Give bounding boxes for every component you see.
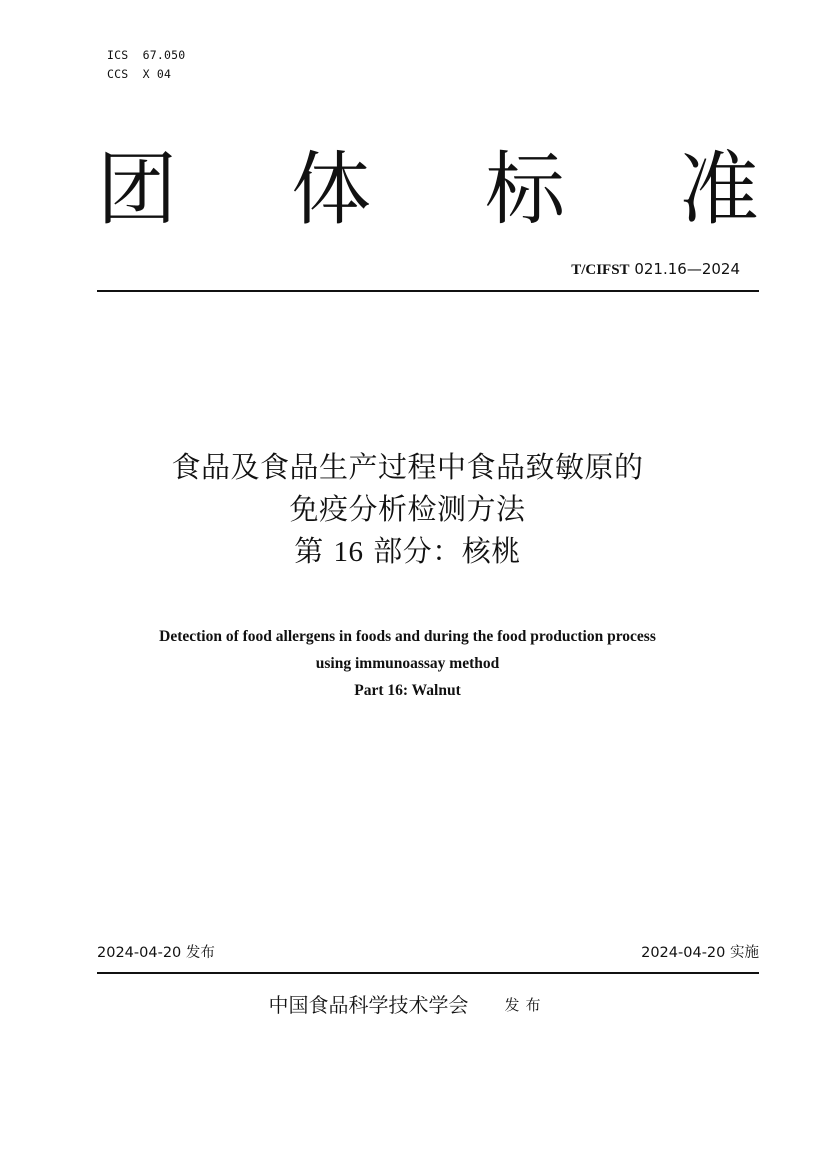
document-type-heading — [97, 140, 759, 240]
dates-row — [97, 943, 759, 963]
chinese-title-line-2: 免疫分析检测方法 — [289, 492, 526, 526]
chinese-title-line-3 — [0, 530, 815, 573]
bottom-divider — [97, 972, 759, 974]
implementation-date: 2024-04-20 实施 — [641, 945, 759, 961]
doc-type-char-3: 标 — [485, 143, 565, 236]
doc-type-char-2: 体 — [291, 143, 371, 236]
chinese-title-part-number: 16 — [333, 536, 364, 568]
ccs-code: CCS X 04 — [107, 67, 172, 81]
top-divider — [97, 290, 759, 292]
chinese-title-part-suffix: 部分：核桃 — [363, 534, 521, 568]
english-title-line-3: Part 16: Walnut — [354, 682, 461, 699]
chinese-title — [0, 446, 815, 573]
chinese-title-part-prefix: 第 — [294, 534, 334, 568]
issuer-line — [0, 990, 815, 1020]
classification-codes — [107, 46, 185, 84]
english-title-line-2: using immunoassay method — [315, 655, 500, 672]
doc-type-char-4: 准 — [679, 143, 759, 236]
issue-date: 2024-04-20 发布 — [97, 945, 215, 961]
standard-number-code: 021.16—2024 — [629, 260, 740, 278]
english-title-line-1: Detection of food allergens in foods and during the food production process — [159, 628, 656, 645]
issue-action: 发布 — [504, 996, 547, 1014]
ics-code: ICS 67.050 — [107, 48, 186, 62]
standard-number — [571, 259, 740, 280]
chinese-title-line-1: 食品及食品生产过程中食品致敏原的 — [171, 450, 644, 484]
issuing-organization: 中国食品科学技术学会 — [268, 993, 469, 1017]
english-title — [0, 623, 815, 704]
doc-type-char-1: 团 — [97, 143, 177, 236]
standard-number-prefix: T/CIFST — [571, 262, 630, 278]
